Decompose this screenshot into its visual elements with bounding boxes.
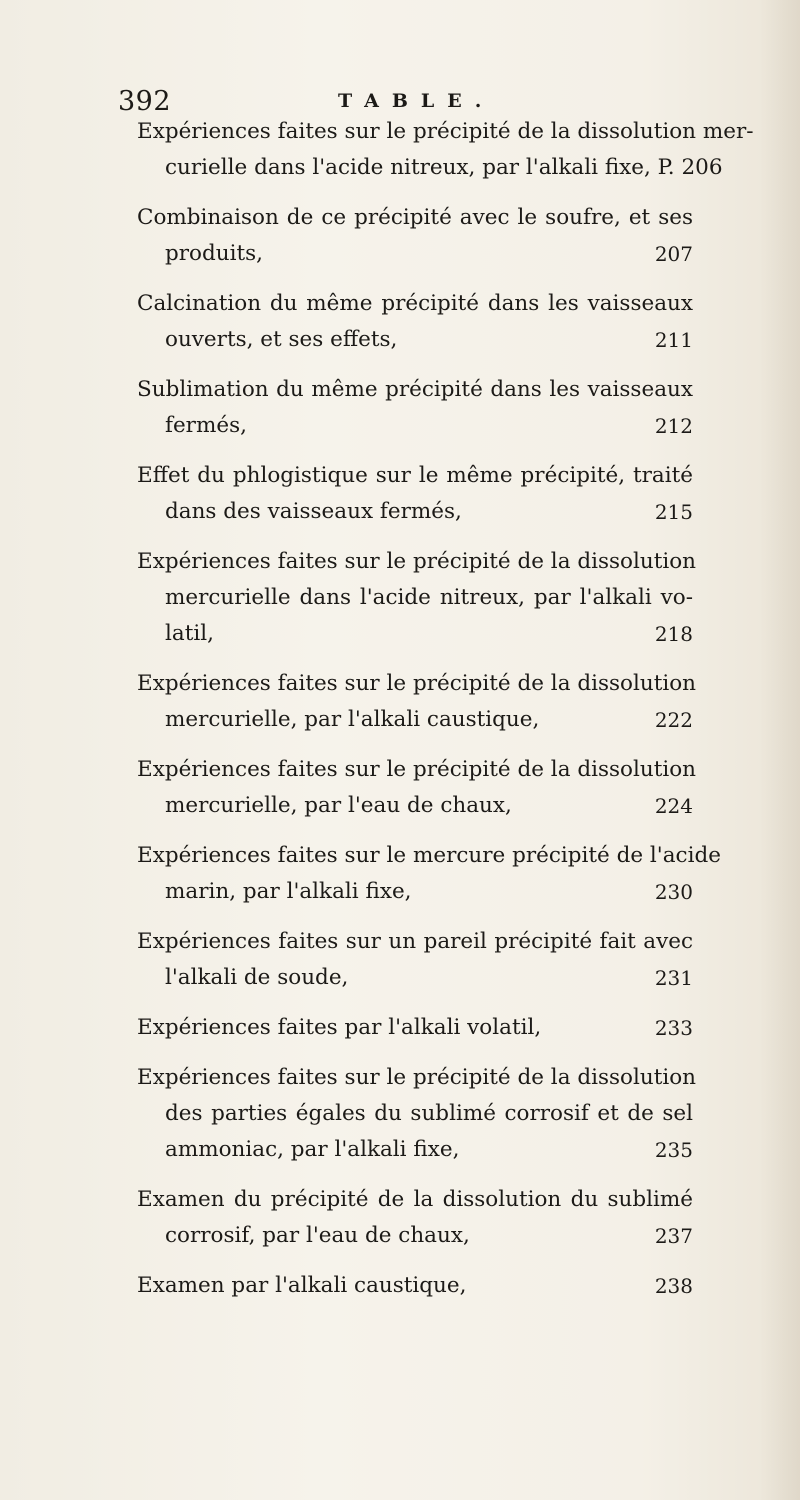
toc-entry-line: Expériences faites sur le précipité de la dissolution <box>137 671 697 696</box>
toc-entry-line: Effet du phlogistique sur le même précipité, traité <box>137 463 693 488</box>
toc-entry-line: curielle dans l'acide nitreux, par l'alkali fixe, P. 206 <box>165 155 723 180</box>
toc-entry-page-number: 230 <box>654 880 693 904</box>
toc-entry-line: des parties égales du sublimé corrosif et de sel <box>165 1101 693 1126</box>
toc-entry-line: mercurielle, par l'eau de chaux, <box>165 793 512 818</box>
toc-entry <box>137 1268 693 1304</box>
toc-entry-page-number: 212 <box>654 414 693 438</box>
toc-entry-line: dans des vaisseaux fermés, <box>165 499 462 524</box>
running-title: TABLE. <box>338 90 495 112</box>
toc-entry-line: Expériences faites sur le précipité de la dissolution <box>137 1065 697 1090</box>
toc-entry-line: produits, <box>165 241 263 266</box>
toc-entry-line: marin, par l'alkali fixe, <box>165 879 412 904</box>
toc-entry-line: Combinaison de ce précipité avec le soufre, et ses <box>137 205 693 230</box>
toc-entry <box>137 752 697 824</box>
toc-entry-page-number: 207 <box>654 242 693 266</box>
toc-entry-line: mercurielle, par l'alkali caustique, <box>165 707 540 732</box>
toc-entry-line: latil, <box>165 621 214 646</box>
toc-entry-line: Expériences faites sur le mercure précipité de l'acide <box>137 843 721 868</box>
toc-entry-line: Expériences faites par l'alkali volatil, <box>137 1015 542 1040</box>
toc-entry <box>137 458 693 530</box>
toc-entry <box>137 286 693 358</box>
toc-entry-page-number: 238 <box>654 1274 693 1298</box>
toc-entry-page-number: 224 <box>654 794 693 818</box>
toc-entry-page-number: 211 <box>654 328 693 352</box>
toc-entry-line: corrosif, par l'eau de chaux, <box>165 1223 470 1248</box>
toc-entry-line: Sublimation du même précipité dans les vaisseaux <box>137 377 693 402</box>
toc-entry-line: l'alkali de soude, <box>165 965 349 990</box>
toc-entry <box>137 1060 697 1168</box>
toc-entry <box>137 200 693 272</box>
toc-entry <box>137 544 697 652</box>
toc-entry-line: Calcination du même précipité dans les vaisseaux <box>137 291 693 316</box>
toc-entry-page-number: 237 <box>654 1224 693 1248</box>
toc-entry <box>137 666 697 738</box>
toc-entry-line: fermés, <box>165 413 247 438</box>
toc-entry <box>137 1182 693 1254</box>
table-of-contents-list <box>137 114 754 1318</box>
toc-entry-page-number: 231 <box>654 966 693 990</box>
toc-entry-line: Examen du précipité de la dissolution du sublimé <box>137 1187 693 1212</box>
toc-entry-page-number: 218 <box>654 622 693 646</box>
toc-entry-line: Expériences faites sur le précipité de la dissolution mer- <box>137 119 754 144</box>
toc-entry-page-number: 235 <box>654 1138 693 1162</box>
toc-entry-line: mercurielle dans l'acide nitreux, par l'alkali vo- <box>165 585 693 610</box>
toc-entry-line: ammoniac, par l'alkali fixe, <box>165 1137 460 1162</box>
toc-entry <box>137 924 693 996</box>
page-number: 392 <box>118 86 172 117</box>
toc-entry <box>137 372 693 444</box>
toc-entry-line: Expériences faites sur le précipité de la dissolution <box>137 757 697 782</box>
page-edge-shadow <box>760 0 800 1500</box>
toc-entry-page-number: 222 <box>654 708 693 732</box>
toc-entry <box>137 838 721 910</box>
toc-entry-line: Examen par l'alkali caustique, <box>137 1273 467 1298</box>
toc-entry <box>137 1010 693 1046</box>
toc-entry <box>137 114 754 186</box>
toc-entry-line: ouverts, et ses effets, <box>165 327 398 352</box>
toc-entry-page-number: 233 <box>654 1016 693 1040</box>
toc-entry-line: Expériences faites sur le précipité de la dissolution <box>137 549 697 574</box>
toc-entry-line: Expériences faites sur un pareil précipité fait avec <box>137 929 693 954</box>
toc-entry-page-number: 215 <box>654 500 693 524</box>
